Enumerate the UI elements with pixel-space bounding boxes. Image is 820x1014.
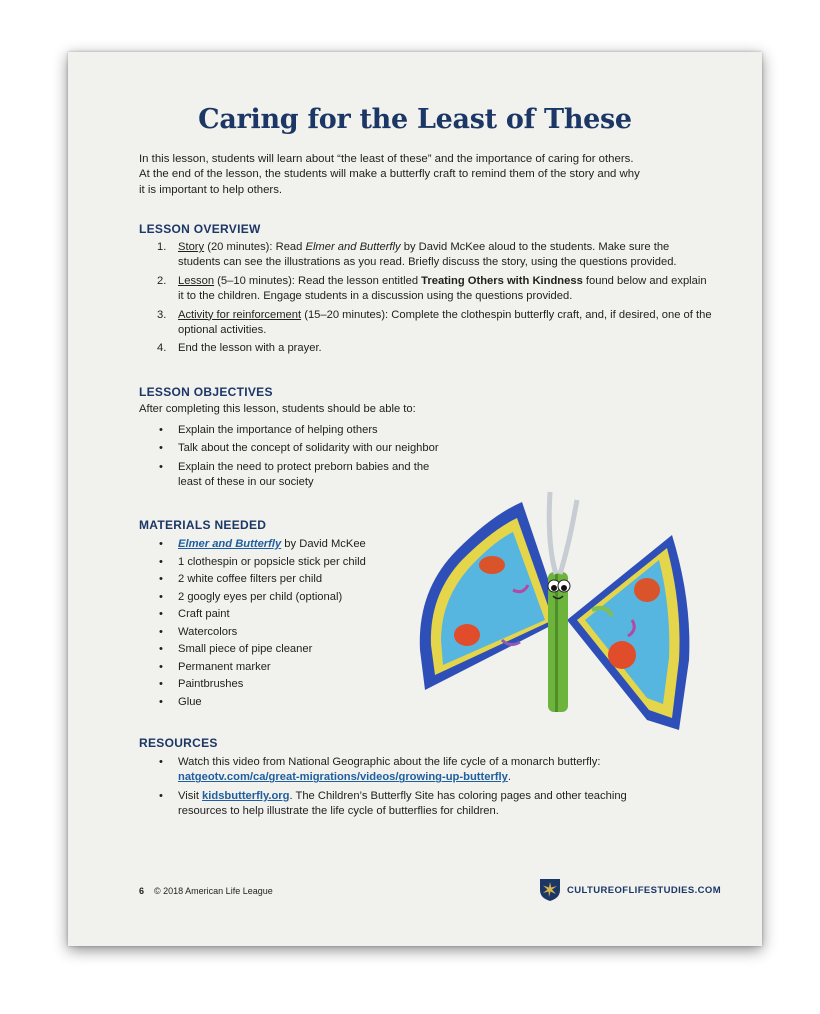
list-item-text: Explain the need to protect preborn babies and the least of these in our society xyxy=(178,460,430,489)
overview-list xyxy=(154,240,714,360)
item-text: (5–10 minutes): Read the lesson entitled xyxy=(214,274,422,287)
overview-item xyxy=(154,240,714,271)
list-item-text: Permanent marker xyxy=(178,660,271,673)
book-title: Elmer and Butterfly xyxy=(305,241,401,253)
overview-item xyxy=(154,274,714,305)
copyright: © 2018 American Life League xyxy=(154,886,273,896)
item-number: 2. xyxy=(157,274,167,287)
list-item xyxy=(154,537,434,552)
item-label: Lesson xyxy=(178,274,215,287)
list-item xyxy=(154,755,664,786)
bullet: • xyxy=(159,695,163,708)
item-label: Story xyxy=(178,241,205,253)
list-item xyxy=(154,572,434,587)
bullet: • xyxy=(159,608,163,620)
list-item-text: Glue xyxy=(178,695,202,708)
objectives-heading: LESSON OBJECTIVES xyxy=(139,385,273,399)
intro-line: it is important to help others. xyxy=(139,183,283,196)
item-text: found below and explain it to the children. Engage students in a discussion using the questions provided. xyxy=(178,274,707,303)
item-text: by David McKee aloud to the students. Make sure the students can see the illustrations as you read. Briefly discuss the story, using the questions provided. xyxy=(178,241,677,269)
butterfly-craft-image xyxy=(417,490,703,740)
list-item-text: . xyxy=(507,771,511,784)
list-item-text: Talk about the concept of solidarity with our neighbor xyxy=(178,442,439,455)
overview-item xyxy=(154,341,714,356)
item-number: 3. xyxy=(157,308,167,321)
list-item xyxy=(154,460,433,491)
list-item xyxy=(154,555,434,570)
site-link[interactable]: CULTUREOFLIFESTUDIES.COM xyxy=(567,884,722,896)
list-item xyxy=(154,695,434,710)
list-item-text: by David McKee xyxy=(281,538,366,550)
item-number: 4. xyxy=(157,342,167,355)
bullet: • xyxy=(159,789,163,802)
list-item xyxy=(154,441,454,456)
list-item-text: Watch this video from National Geographic about the life cycle of a monarch butterfly: xyxy=(178,756,601,768)
intro-line: In this lesson, students will learn about “the least of these” and the importance of caring for others. xyxy=(139,153,634,165)
objectives-list xyxy=(154,423,454,494)
list-item xyxy=(154,660,434,675)
item-text: (20 minutes): Read xyxy=(204,241,306,253)
overview-heading: LESSON OVERVIEW xyxy=(139,222,261,236)
page-title: Caring for the Least of These xyxy=(198,104,632,135)
intro-line: At the end of the lesson, the students will make a butterfly craft to remind them of the story and why xyxy=(139,168,640,181)
objectives-lead: After completing this lesson, students should be able to: xyxy=(139,403,416,415)
list-item-text: 2 googly eyes per child (optional) xyxy=(178,590,343,603)
list-item xyxy=(154,625,434,640)
resources-heading: RESOURCES xyxy=(139,736,218,750)
list-item-text: 2 white coffee filters per child xyxy=(178,573,323,585)
bullet: • xyxy=(159,573,163,585)
list-item-text: Paintbrushes xyxy=(178,678,244,690)
list-item-text: Watercolors xyxy=(178,625,238,638)
bullet: • xyxy=(159,555,163,568)
bullet: • xyxy=(159,442,163,455)
list-item xyxy=(154,789,664,820)
list-item xyxy=(154,642,434,657)
bullet: • xyxy=(159,756,163,768)
shield-logo-icon xyxy=(539,878,561,902)
list-item-text: Craft paint xyxy=(178,608,230,620)
kidsbutterfly-link[interactable]: kidsbutterfly.org xyxy=(202,789,290,802)
item-number: 1. xyxy=(157,241,167,253)
natgeo-link[interactable]: natgeotv.com/ca/great-migrations/videos/growing-up-butterfly xyxy=(178,771,508,784)
item-text: End the lesson with a prayer. xyxy=(178,342,322,355)
document-page xyxy=(68,52,762,946)
list-item xyxy=(154,607,434,622)
item-text: (15–20 minutes): Complete the clothespin butterfly craft, and, if desired, one of the optional activities. xyxy=(178,308,712,337)
list-item xyxy=(154,590,434,605)
list-item xyxy=(154,423,454,438)
book-link[interactable]: Elmer and Butterfly xyxy=(178,538,282,550)
bullet: • xyxy=(159,590,163,603)
list-item xyxy=(154,677,434,692)
bullet: • xyxy=(159,625,163,638)
bullet: • xyxy=(159,643,163,655)
list-item-text: 1 clothespin or popsicle stick per child xyxy=(178,555,366,568)
bullet: • xyxy=(159,660,163,673)
list-item-text: Small piece of pipe cleaner xyxy=(178,643,313,655)
page-number: 6 xyxy=(139,886,145,896)
list-item-text: . The Children’s Butterfly Site has coloring pages and other teaching resources to help illustrate the life cycle of butterflies for children. xyxy=(178,789,627,818)
bullet: • xyxy=(159,678,163,690)
lesson-title: Treating Others with Kindness xyxy=(421,274,583,287)
materials-list xyxy=(154,537,434,712)
item-label: Activity for reinforcement xyxy=(178,308,302,321)
bullet: • xyxy=(159,460,163,473)
intro-paragraph xyxy=(139,152,694,198)
materials-heading: MATERIALS NEEDED xyxy=(139,518,267,532)
footer-right xyxy=(539,878,721,902)
overview-item xyxy=(154,308,714,339)
bullet: • xyxy=(159,424,163,436)
bullet: • xyxy=(159,538,163,550)
list-item-text: Explain the importance of helping others xyxy=(178,424,378,436)
footer-left xyxy=(139,886,273,896)
resources-list xyxy=(154,755,664,823)
list-item-text: Visit xyxy=(178,789,203,802)
